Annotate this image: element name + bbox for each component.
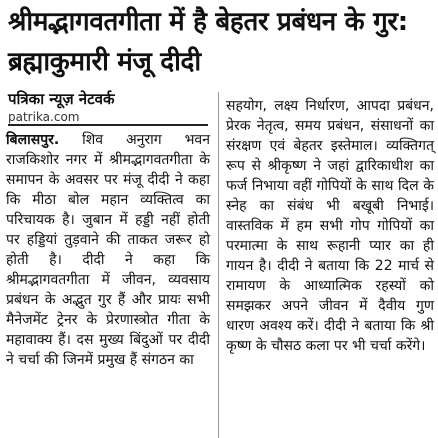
site-url: patrika.com: [8, 110, 80, 124]
byline-rule: [8, 124, 208, 126]
article-column-left: [6, 130, 210, 370]
article-column-right: [226, 96, 434, 356]
headline: श्रीमद्भागवतगीता में है बेहतर प्रबंधन के गुर: ब्रह्माकुमारी मंजू दीदी: [8, 7, 408, 77]
byline: पत्रिका न्यूज़ नेटवर्क: [8, 90, 115, 108]
article-text-left: शिव अनुराग भवन राजकिशोर नगर में श्रीमद्भागवतगीता के समापन के अवसर पर मंजू दीदी ने कहा कि मीठा बोल महान व्यक्तित्व का परिचायक है। जुबान में हड्डी नहीं होती पर हड्डियां तुड़वाने की ताकत जरूर हो होती है। दीदी ने कहा कि श्रीमद्भागवतगीता में जीवन, व्यवसाय प्रबंधन के अद्भुत गुर हैं और प्रायः सभी मैनेजमेंट ट्रेनर के प्रेरणास्त्रोत गीता के महावाक्य हैं। दस मुख्य बिंदुओं पर दीदी ने चर्चा की जिनमें प्रमुख हैं संगठन का: [6, 132, 210, 368]
column-divider: [218, 92, 219, 438]
article-paragraph-left: [6, 130, 210, 370]
dateline: बिलासपुर.: [6, 132, 60, 148]
article-text-right: सहयोग, लक्ष्य निर्धारण, आपदा प्रबंधन, प्रेरक नेतृत्व, समय प्रबंधन, संसाधनों का संरक्षण एवं बेहतर इस्तेमाल। व्यक्तिगत् रूप से श्रीकृष्ण ने जहां द्वारिकाधीश का फर्ज निभाया वहीं गोपियों के साथ दिल के स्नेह का संबंध भी बखूबी निभाई। वास्तविक में हम सभी गोप गोपियों का परमात्मा के साथ रूहानी प्यार का ही गायन है। दीदी ने बताया कि 22 मार्च से रामायण के आध्यात्मिक रहस्यों को समझकर अपने जीवन में दैवीय गुण धारण अवश्य करें। दीदी ने बताया कि श्री कृष्ण के चौसठ कला पर भी चर्चा करेंगे।: [226, 98, 434, 354]
